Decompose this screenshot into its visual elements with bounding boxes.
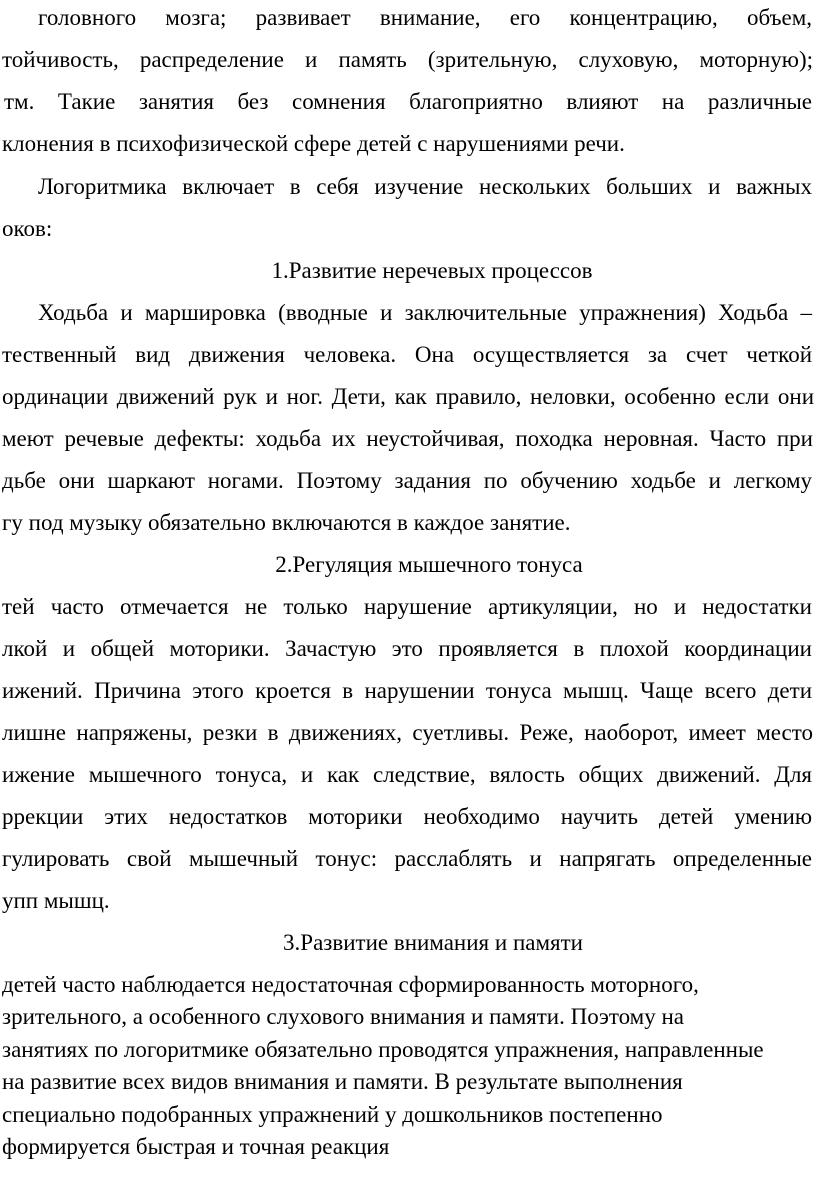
text-line: лкой и общей моторики. Зачастую это проявляется в плохой координации — [2, 636, 812, 661]
text-line: Ходьба и маршировка (вводные и заключительные упражнения) Ходьба – — [38, 300, 812, 325]
text-line: гу под музыку обязательно включаются в каждое занятие. — [2, 510, 571, 535]
text-line: специально подобранных упражнений у дошкольников постепенно — [2, 1102, 663, 1127]
text-line: меют речевые дефекты: ходьба их неустойчивая, походка неровная. Часто при — [2, 426, 813, 451]
text-line: тм. Такие занятия без сомнения благоприятно влияют на различные — [4, 89, 812, 114]
text-line: оков: — [2, 216, 53, 241]
text-line: гулировать свой мышечный тонус: расслаблять и напрягать определенные — [2, 846, 812, 871]
text-line: детей часто наблюдается недостаточная сформированность моторного, — [2, 972, 699, 997]
text-line: упп мышц. — [2, 888, 110, 913]
section-heading-3: 3.Развитие внимания и памяти — [283, 930, 583, 955]
text-line: клонения в психофизической сфере детей с нарушениями речи. — [2, 131, 625, 156]
text-line: зрительного, а особенного слухового внимания и памяти. Поэтому на — [2, 1004, 684, 1029]
text-line: ррекции этих недостатков моторики необходимо научить детей умению — [2, 804, 812, 829]
text-line: Логоритмика включает в себя изучение нескольких больших и важных — [38, 174, 812, 199]
text-line: головного мозга; развивает внимание, его концентрацию, объем, — [38, 5, 812, 30]
text-line: ординации движений рук и ног. Дети, как правило, неловки, особенно если они — [2, 384, 814, 409]
text-line: тей часто отмечается не только нарушение артикуляции, но и недостатки — [2, 594, 812, 619]
text-line: тественный вид движения человека. Она осуществляется за счет четкой — [2, 342, 812, 367]
text-line: ижений. Причина этого кроется в нарушении тонуса мышц. Чаще всего дети — [2, 678, 812, 703]
text-line: ижение мышечного тонуса, и как следствие, вялость общих движений. Для — [2, 762, 812, 787]
text-line: на развитие всех видов внимания и памяти. В результате выполнения — [2, 1069, 683, 1094]
section-heading-2: 2.Регуляция мышечного тонуса — [275, 552, 583, 577]
text-line: дьбе они шаркают ногами. Поэтому задания по обучению ходьбе и легкому — [2, 468, 812, 493]
text-line: занятиях по логоритмике обязательно проводятся упражнения, направленные — [2, 1037, 764, 1062]
section-heading-1: 1.Развитие неречевых процессов — [271, 258, 593, 283]
text-line: тойчивость, распределение и память (зрительную, слуховую, моторную); — [2, 47, 813, 72]
text-line: формируется быстрая и точная реакция — [2, 1134, 390, 1159]
text-line: лишне напряжены, резки в движениях, суетливы. Реже, наоборот, имеет место — [2, 720, 813, 745]
